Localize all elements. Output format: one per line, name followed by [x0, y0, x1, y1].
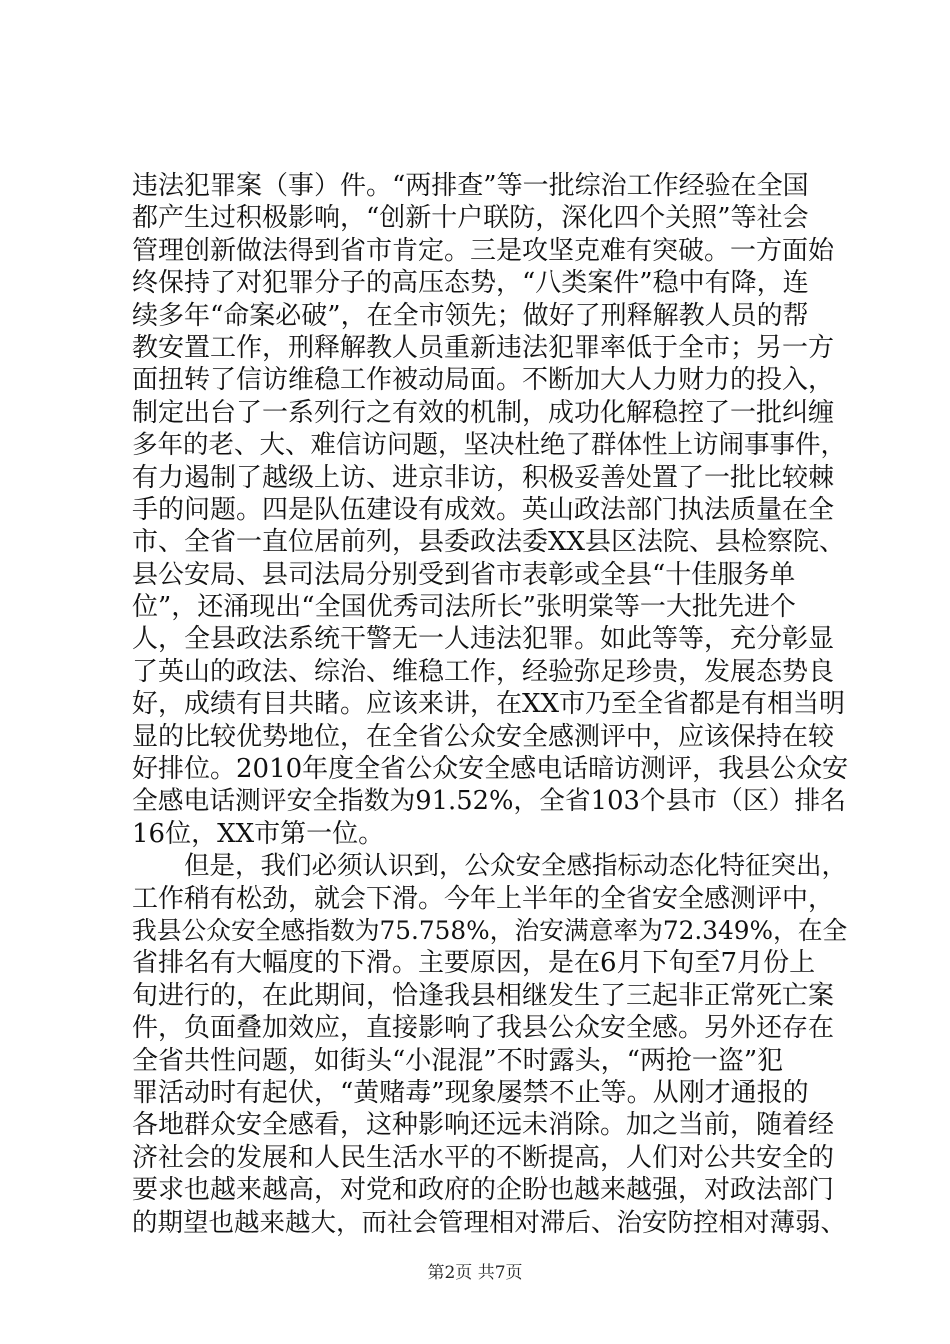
text-line: 续多年“命案必破”，在全市领先；做好了刑释解教人员的帮 [132, 300, 809, 331]
text-line: 要求也越来越高，对党和政府的企盼也越来越强，对政法部门 [132, 1175, 835, 1206]
text-line: 工作稍有松劲，就会下滑。今年上半年的全省安全感测评中， [132, 883, 835, 914]
text-line: 显的比较优势地位，在全省公众安全感测评中，应该保持在较 [132, 721, 835, 752]
text-line: 我县公众安全感指数为75.758%，治安满意率为72.349%，在全 [132, 915, 848, 945]
text-line: 了英山的政法、综治、维稳工作，经验弥足珍贵，发展态势良 [132, 656, 835, 687]
text-line: 教安置工作，刑释解教人员重新违法犯罪率低于全市；另一方 [132, 332, 835, 363]
text-line: 有力遏制了越级上访、进京非访，积极妥善处置了一批比较棘 [132, 462, 835, 493]
text-line: 好，成绩有目共睹。应该来讲，在XX市乃至全省都是有相当明 [132, 689, 846, 720]
text-line: 管理创新做法得到省市肯定。三是攻坚克难有突破。一方面始 [132, 235, 835, 266]
text-line: 的期望也越来越大，而社会管理相对滞后、治安防控相对薄弱、 [132, 1207, 847, 1238]
text-line: 全感电话测评安全指数为91.52%，全省103个县市（区）排名 [132, 786, 846, 817]
text-line: 济社会的发展和人民生活水平的不断提高，人们对公共安全的 [132, 1142, 835, 1173]
text-line: 16位，XX市第一位。 [132, 818, 385, 849]
text-line: 终保持了对犯罪分子的高压态势，“八类案件”稳中有降，连 [132, 268, 809, 299]
body-text [132, 170, 847, 1239]
text-line: 违法犯罪案（事）件。“两排查”等一批综治工作经验在全国 [132, 171, 809, 201]
text-line: 面扭转了信访维稳工作被动局面。不断加大人力财力的投入， [132, 365, 835, 396]
text-line: 各地群众安全感看，这种影响还远未消除。加之当前，随着经 [132, 1110, 835, 1141]
text-line: 市、全省一直位居前列，县委政法委XX县区法院、县检察院、 [132, 527, 846, 558]
text-line: 人，全县政法系统干警无一人违法犯罪。如此等等，充分彰显 [132, 624, 835, 655]
text-line: 多年的老、大、难信访问题，坚决杜绝了群体性上访闹事事件， [132, 430, 847, 461]
text-line: 县公安局、县司法局分别受到省市表彰或全县“十佳服务单 [132, 559, 796, 590]
page-footer: 第2页 共7页 [427, 1263, 523, 1283]
text-line: 件，负面叠加效应，直接影响了我县公众安全感。另外还存在 [132, 1013, 835, 1044]
text-line: 旬进行的，在此期间，恰逢我县相继发生了三起非正常死亡案 [132, 980, 835, 1011]
text-line: 好排位。2010年度全省公众安全感电话暗访测评，我县公众安 [132, 754, 849, 785]
text-line: 全省共性问题，如街头“小混混”不时露头，“两抢一盗”犯 [132, 1045, 784, 1076]
text-line: 位”，还涌现出“全国优秀司法所长”张明棠等一大批先进个 [132, 592, 796, 623]
text-line: 都产生过积极影响，“创新十户联防，深化四个关照”等社会 [132, 203, 809, 234]
text-line: 省排名有大幅度的下滑。主要原因，是在6月下旬至7月份上 [132, 948, 816, 979]
text-line: 制定出台了一系列行之有效的机制，成功化解稳控了一批纠缠 [132, 397, 835, 428]
text-line: 手的问题。四是队伍建设有成效。英山政法部门执法质量在全 [132, 494, 835, 525]
paragraph-start-line: 但是，我们必须认识到，公众安全感指标动态化特征突出， [184, 851, 848, 882]
text-line: 罪活动时有起伏，“黄赌毒”现象屡禁不止等。从刚才通报的 [132, 1077, 809, 1108]
